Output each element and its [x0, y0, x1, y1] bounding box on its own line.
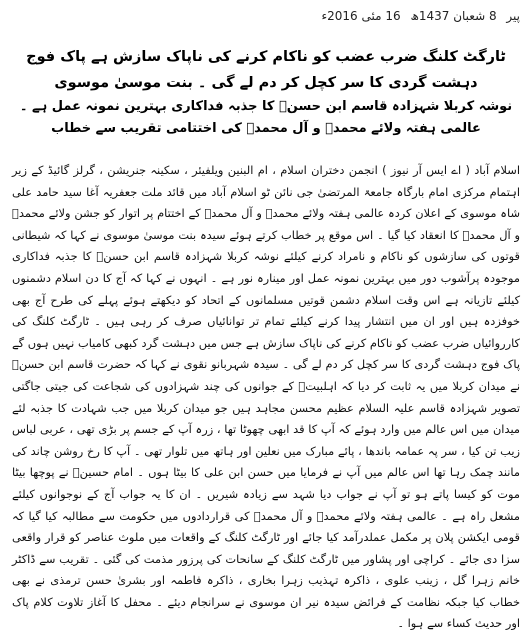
dateline-gregorian-date: 16 مئی 2016ء [321, 9, 401, 23]
article-headline: ٹارگٹ کلنگ ضرب عضب کو ناکام کرنے کی ناپاک سازش ہے پاک فوج دہشت گردی کا سر کچل کر دم لے گی ۔ بنت موسیٰ موسوی [26, 49, 506, 91]
article-body [12, 160, 520, 635]
dateline-day: پیر [506, 9, 520, 23]
article-subheadline: نوشہ کربلا شہزادہ قاسم ابن حسنؑ کا جذبہ فداکاری بہترین نمونہ عمل ہے ۔ عالمی ہفتہ ولائے محمدؐ و آل محمدؑ کی اختتامی تقریب سے خطاب [19, 99, 513, 136]
dateline-hijri-date: 8 شعبان 1437ھ [410, 9, 497, 23]
article-paragraph: اسلام آباد ( اے ایس آر نیوز ) انجمن دختران اسلام ، ام البنین ویلفیئر ، سکینہ جنریشن ، گرلز گائیڈ کے زیر اہتمام مرکزی امام بارگاہ جامعۃ المرتضیٰ جی نائن ٹو اسلام آباد میں قائد ملت جعفریہ آغا سید حامد علی شاہ موسوی کے اعلان کردہ عالمی ہفتہ ولائے محمدؐ و آل محمدؑ کے اختتام پر اتوار کو جشن ولائے محمدؐ و آل محمدؑ کا انعقاد کیا گیا ۔ اس موقع پر خطاب کرتے ہوئے سیدہ بنت موسیٰ موسوی نے کہا کہ شیطانی قوتوں کی سازشوں کو ناکام و نامراد کرنے کیلئے نوشہ کربلا شہزادہ قاسم ابن حسنؑ کا جذبہ فداکاری موجودہ پرآشوب دور میں بہترین نمونہ عمل اور مینارہ نور ہے ۔ انہوں نے کہا کہ آج کا دن اسلام دشمنوں کیلئے تازیانہ ہے اس وقت اسلام دشمن قوتیں مسلمانوں کے اتحاد کو دیکھتے ہوئے پہلے کی طرح آج بھی خوفزدہ ہیں اور ان میں انتشار پیدا کرنے کیلئے تمام تر توانائیاں صرف کر رہی ہیں ۔ ٹارگٹ کلنگ کی کارروائیاں ضرب عضب کو ناکام کرنے کی ناپاک سازش ہے جس میں دہشت گرد کبھی کامیاب نہیں ہوں گے پاک فوج دہشت گردی کا سر کچل کر دم لے گی ۔ سیدہ شہربانو نقوی نے کہا کہ حضرت قاسم ابن حسنؑ نے میدان کربلا میں یہ ثابت کر دیا کہ اہلبیتؑ کے جوانوں کی چند شہزادوں کی شجاعت کی جیتی جاگتی تصویر شہزادہ قاسم علیہ السلام عظیم محسن مجاہد ہیں جو میدان کربلا میں جب شہادت کا جذبہ لئے میدان میں اس عالم میں وارد ہوئے کہ آپ کا قد ابھی چھوٹا تھا ، زرہ آپ کے جسم پر بڑی تھی ، عربی لباس زیب تن کیا ، سر پہ عمامہ باندھا ، پائے مبارک میں نعلین اور ہاتھ میں تلوار تھی ۔ آپ کا رخ روشن چاند کی مانند چمک رہا تھا اس عالم میں آپ نے فرمایا میں حسن ابن علی کا بیٹا ہوں ۔ امام حسینؑ نے پوچھا بیٹا موت کو کیسا پاتے ہو تو آپ نے جواب دیا شہد سے زیادہ شیریں ۔ ان کا یہ جواب آج کے نوجوانوں کیلئے مشعل راہ ہے ۔ عالمی ہفتہ ولائے محمدؐ و آل محمدؑ کی قراردادوں میں حکومت سے مطالبہ کیا گیا کہ قومی ایکشن پلان پر مکمل عملدرآمد کیا جائے اور ٹارگٹ کلنگ کے واقعات میں ملوث عناصر کو قرار واقعی سزا دی جائے ۔ کراچی اور پشاور میں ٹارگٹ کلنگ کے سانحات کی پرزور مذمت کی گئی ۔ تقریب سے ڈاکٹر خانم زہرا گل ، زینب علوی ، ذاکرہ تہذیب زہرا بخاری ، ذاکرہ فاطمہ اور بشریٰ حسن ترمذی نے بھی خطاب کیا جبکہ نظامت کے فرائض سیدہ نیر ان موسوی نے سرانجام دیئے ۔ محفل کا آغاز تلاوت کلام پاک اور حدیث کساء سے ہوا ۔ [12, 163, 520, 631]
dateline [12, 6, 520, 26]
